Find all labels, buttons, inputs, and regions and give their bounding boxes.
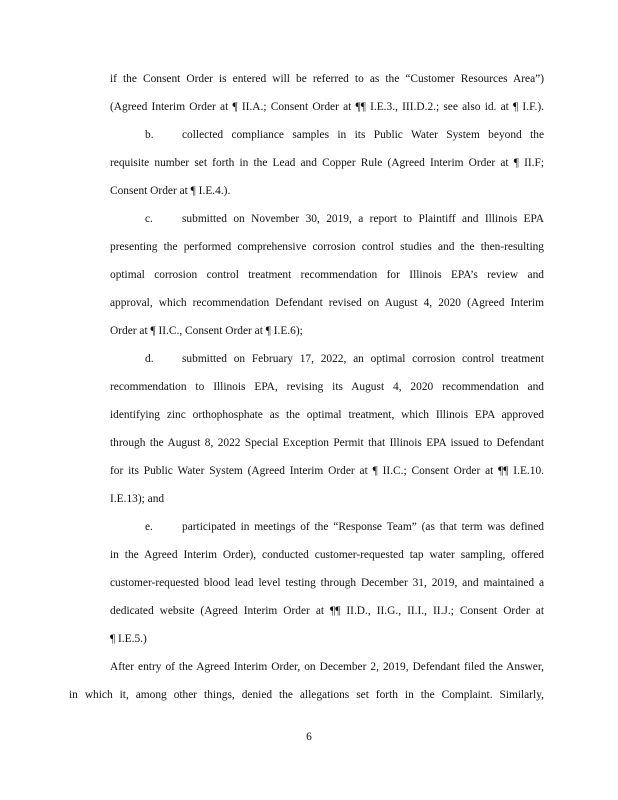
text-line: requisite number set forth in the Lead and Copper Rule (Agreed Interim Order at ¶ II.F; — [110, 157, 544, 169]
list-item-label: d. — [145, 353, 154, 365]
text-line: presenting the performed comprehensive corrosion control studies and the then-resulting — [110, 241, 544, 253]
text-line: in which it, among other things, denied the allegations set forth in the Complaint. Similarly, — [69, 689, 544, 701]
text-line: identifying zinc orthophosphate as the optimal treatment, which Illinois EPA approved — [110, 409, 544, 421]
text-line: I.E.13); and — [110, 493, 165, 505]
text-line: customer-requested blood lead level testing through December 31, 2019, and maintained a — [110, 577, 544, 589]
list-item-label: b. — [145, 129, 154, 141]
text-line: recommendation to Illinois EPA, revising its August 4, 2020 recommendation and — [110, 381, 544, 393]
text-line: ¶ I.E.5.) — [110, 633, 147, 645]
text-line: submitted on November 30, 2019, a report to Plaintiff and Illinois EPA — [182, 213, 544, 225]
text-line: Order at ¶ II.C., Consent Order at ¶ I.E.6); — [110, 325, 303, 337]
text-line: collected compliance samples in its Public Water System beyond the — [182, 129, 544, 141]
text-line: if the Consent Order is entered will be referred to as the “Customer Resources Area”) — [110, 73, 544, 85]
page-number: 6 — [306, 731, 312, 743]
text-line: approval, which recommendation Defendant revised on August 4, 2020 (Agreed Interim — [110, 297, 544, 309]
list-item-label: e. — [145, 521, 153, 533]
text-line: submitted on February 17, 2022, an optimal corrosion control treatment — [182, 353, 544, 365]
text-line: in the Agreed Interim Order), conducted customer-requested tap water sampling, offered — [110, 549, 544, 561]
text-line: optimal corrosion control treatment recommendation for Illinois EPA’s review and — [110, 269, 544, 281]
text-line: through the August 8, 2022 Special Exception Permit that Illinois EPA issued to Defendant — [110, 437, 544, 449]
text-line: Consent Order at ¶ I.E.4.). — [110, 185, 231, 197]
text-line: After entry of the Agreed Interim Order, on December 2, 2019, Defendant filed the Answer, — [110, 661, 544, 673]
text-line: dedicated website (Agreed Interim Order at ¶¶ II.D., II.G., II.I., II.J.; Consent Order at — [110, 605, 544, 617]
text-line: for its Public Water System (Agreed Interim Order at ¶ II.C.; Consent Order at ¶¶ I.E.10. — [110, 465, 544, 477]
text-line: participated in meetings of the “Response Team” (as that term was defined — [182, 521, 544, 533]
text-line: (Agreed Interim Order at ¶ II.A.; Consent Order at ¶¶ I.E.3., III.D.2.; see also id. at ¶ I.F.). — [110, 101, 544, 113]
list-item-label: c. — [145, 213, 153, 225]
